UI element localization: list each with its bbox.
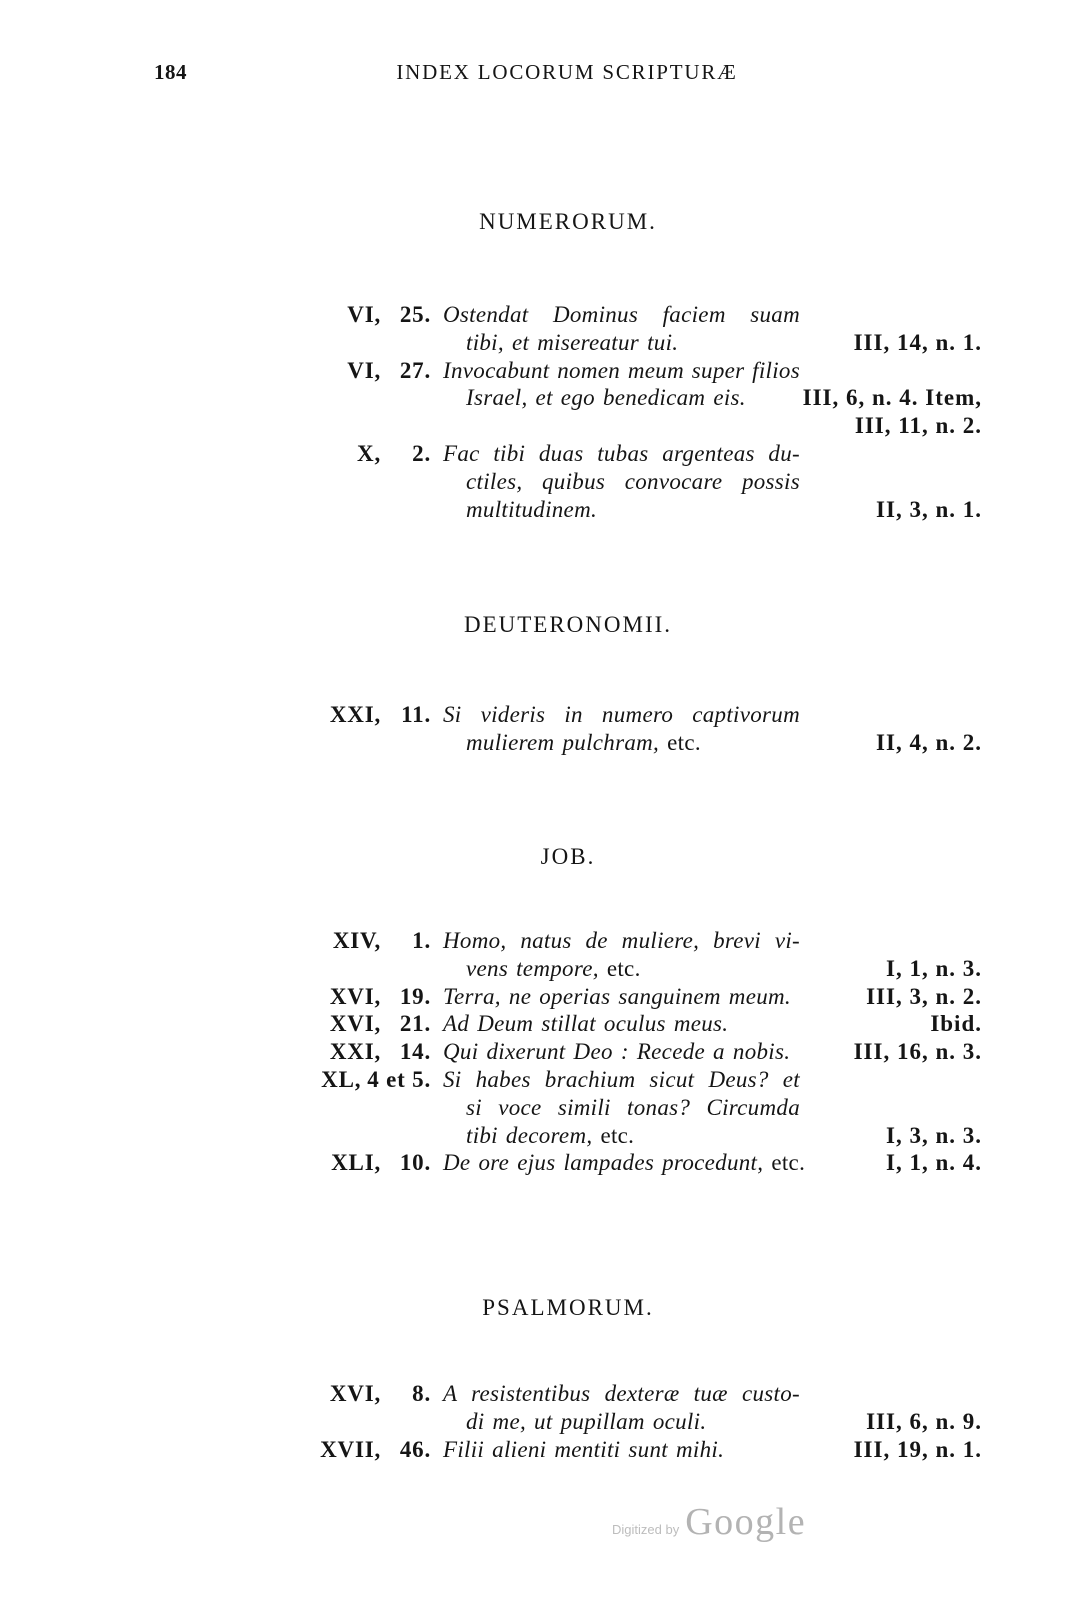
entry-text-italic: mulierem pulchram, — [466, 729, 660, 755]
ref-verse: 4 et 5. — [367, 1066, 431, 1092]
entry-text-italic: ctiles, quibus convocare possis — [466, 468, 800, 494]
watermark-prefix: Digitized by — [612, 1522, 680, 1537]
entry-list — [0, 927, 1080, 1177]
ref-verse: 21. — [399, 1011, 431, 1037]
citation: III, 14, n. 1. — [853, 329, 982, 355]
entry-row — [0, 1038, 1080, 1066]
entry-text-line — [443, 927, 800, 955]
entry-text-italic: Invocabunt nomen meum super filios — [443, 357, 800, 383]
citation: III, 6, n. 9. — [866, 1408, 982, 1434]
ref-chapter: XVI, — [329, 1011, 381, 1037]
entry-text-line — [443, 983, 800, 1011]
entry-text-italic: di me, ut pupillam oculi. — [466, 1408, 707, 1434]
entry-text-line — [443, 357, 800, 385]
citation: I, 1, n. 3. — [886, 955, 982, 981]
entry-text-line — [466, 729, 800, 757]
entry-text-italic: Ad Deum stillat oculus meus. — [443, 1011, 729, 1037]
entry-row — [0, 440, 1080, 468]
scripture-reference — [0, 701, 431, 729]
section-heading: DEUTERONOMII. — [463, 612, 673, 637]
entry-text-line — [466, 496, 800, 524]
ref-chapter: XL, — [321, 1066, 362, 1092]
ref-chapter: XIV, — [332, 928, 381, 953]
entry-row — [0, 412, 1080, 440]
scripture-reference — [0, 1380, 431, 1408]
entry-text-line — [466, 955, 800, 983]
entry-row — [0, 384, 1080, 412]
ref-chapter: XVII, — [320, 1436, 381, 1462]
section-heading: JOB. — [540, 844, 596, 869]
ref-chapter: XVI, — [329, 1381, 381, 1406]
scripture-reference — [0, 440, 431, 468]
citation: III, 19, n. 1. — [853, 1436, 982, 1462]
ref-verse: 46. — [399, 1436, 431, 1462]
section-heading: PSALMORUM. — [482, 1295, 654, 1320]
entry-text-italic: tibi, et misereatur tui. — [466, 329, 679, 355]
entry-text-italic: De ore ejus lampades procedunt, — [443, 1150, 764, 1176]
section-numerorum — [0, 208, 1080, 523]
ref-verse: 27. — [399, 357, 431, 383]
entry-text-line — [443, 1436, 800, 1464]
entry-row — [0, 701, 1080, 729]
google-logo: Google — [685, 1501, 807, 1543]
entry-list — [0, 301, 1080, 523]
entry-text-italic: Qui dixerunt Deo : Recede a nobis. — [443, 1039, 791, 1065]
entry-text-line — [466, 1094, 800, 1122]
digitization-watermark — [612, 1503, 806, 1543]
entry-row — [0, 1066, 1080, 1094]
ref-chapter: X, — [357, 440, 381, 466]
entry-text-italic: Homo, natus de muliere, brevi vi- — [443, 928, 800, 953]
citation: II, 4, n. 2. — [876, 729, 982, 755]
entry-text-roman: etc. — [667, 729, 701, 755]
entry-text-italic: vens tempore, — [466, 955, 599, 981]
ref-verse: 19. — [399, 983, 431, 1009]
page-number: 184 — [154, 60, 187, 84]
entry-row — [0, 1149, 1080, 1177]
section-psalmorum — [0, 1294, 1080, 1463]
ref-verse: 11. — [401, 702, 431, 727]
ref-chapter: XXI, — [329, 1039, 381, 1065]
entry-row — [0, 1094, 1080, 1122]
ref-verse: 8. — [412, 1381, 431, 1406]
entry-text-italic: A resistentibus dexteræ tuæ custo- — [443, 1381, 800, 1406]
scripture-reference — [0, 983, 431, 1011]
citation: I, 3, n. 3. — [886, 1122, 982, 1148]
entry-text-roman: etc. — [600, 1122, 635, 1148]
entry-row — [0, 1122, 1080, 1150]
scripture-reference — [0, 1010, 431, 1038]
entry-text-line — [443, 1380, 800, 1408]
entry-row — [0, 729, 1080, 757]
ref-verse: 1. — [412, 928, 431, 953]
entry-row — [0, 983, 1080, 1011]
section-deuteronomii — [0, 611, 1080, 757]
entry-row — [0, 1010, 1080, 1038]
entry-row — [0, 927, 1080, 955]
ref-verse: 10. — [399, 1150, 431, 1176]
entry-text-italic: Si videris in numero captivorum — [443, 702, 800, 727]
citation: I, 1, n. 4. — [886, 1150, 982, 1176]
entry-row — [0, 496, 1080, 524]
ref-chapter: VI, — [347, 357, 381, 383]
entry-row — [0, 1436, 1080, 1464]
scripture-reference — [0, 301, 431, 329]
entry-text-line — [443, 1149, 806, 1177]
entry-text-line — [443, 1038, 800, 1066]
scripture-reference — [0, 927, 431, 955]
entry-text-line — [466, 1408, 800, 1436]
entry-text-line — [466, 384, 800, 412]
entry-text-line — [466, 1122, 800, 1150]
ref-verse: 2. — [412, 440, 431, 466]
citation: III, 6, n. 4. Item, — [802, 385, 982, 411]
entry-text-roman: etc. — [771, 1150, 806, 1176]
entry-text-italic: Ostendat Dominus faciem suam — [443, 302, 800, 327]
ref-chapter: XVI, — [329, 983, 381, 1009]
entry-text-italic: Fac tibi duas tubas argenteas du- — [443, 440, 800, 466]
ref-chapter: VI, — [347, 302, 381, 327]
entry-list — [0, 1380, 1080, 1463]
section-heading: NUMERORUM. — [479, 209, 657, 234]
entry-text-italic: Si habes brachium sicut Deus? et — [443, 1066, 800, 1092]
entry-text-italic: tibi decorem, — [466, 1122, 593, 1148]
entry-text-italic: si voce simili tonas? Circumda — [466, 1094, 800, 1120]
running-head-title: INDEX LOCORUM SCRIPTURÆ — [396, 60, 738, 84]
scripture-reference — [0, 357, 431, 385]
entry-text-line — [466, 468, 800, 496]
scripture-reference — [0, 1436, 431, 1464]
ref-verse: 14. — [399, 1039, 431, 1065]
citation: Ibid. — [930, 1011, 982, 1037]
ref-chapter: XLI, — [331, 1150, 381, 1176]
entry-row — [0, 301, 1080, 329]
entry-text-italic: Terra, ne operias sanguinem meum. — [443, 983, 791, 1009]
entry-row — [0, 955, 1080, 983]
entry-text-line — [443, 440, 800, 468]
entry-text-line — [443, 301, 800, 329]
scripture-reference — [0, 1066, 431, 1094]
entry-text-italic: Filii alieni mentiti sunt mihi. — [443, 1436, 725, 1462]
entry-row — [0, 357, 1080, 385]
entry-text-italic: Israel, et ego benedicam eis. — [466, 385, 746, 411]
entry-row — [0, 468, 1080, 496]
entry-text-italic: multitudinem. — [466, 496, 598, 522]
entry-list — [0, 701, 1080, 757]
entry-text-line — [443, 1010, 800, 1038]
citation: III, 3, n. 2. — [866, 983, 982, 1009]
entry-row — [0, 1408, 1080, 1436]
citation: II, 3, n. 1. — [876, 496, 982, 522]
citation: III, 16, n. 3. — [853, 1039, 982, 1065]
running-header — [0, 58, 1080, 86]
citation: III, 11, n. 2. — [854, 413, 982, 439]
entry-text-line — [443, 1066, 800, 1094]
ref-verse: 25. — [399, 302, 431, 327]
scripture-reference — [0, 1149, 431, 1177]
entry-row — [0, 329, 1080, 357]
entry-text-roman: etc. — [606, 955, 641, 981]
ref-chapter: XXI, — [329, 702, 381, 727]
scripture-reference — [0, 1038, 431, 1066]
entry-text-line — [443, 701, 800, 729]
entry-text-line — [466, 329, 800, 357]
entry-row — [0, 1380, 1080, 1408]
section-job — [0, 843, 1080, 1177]
